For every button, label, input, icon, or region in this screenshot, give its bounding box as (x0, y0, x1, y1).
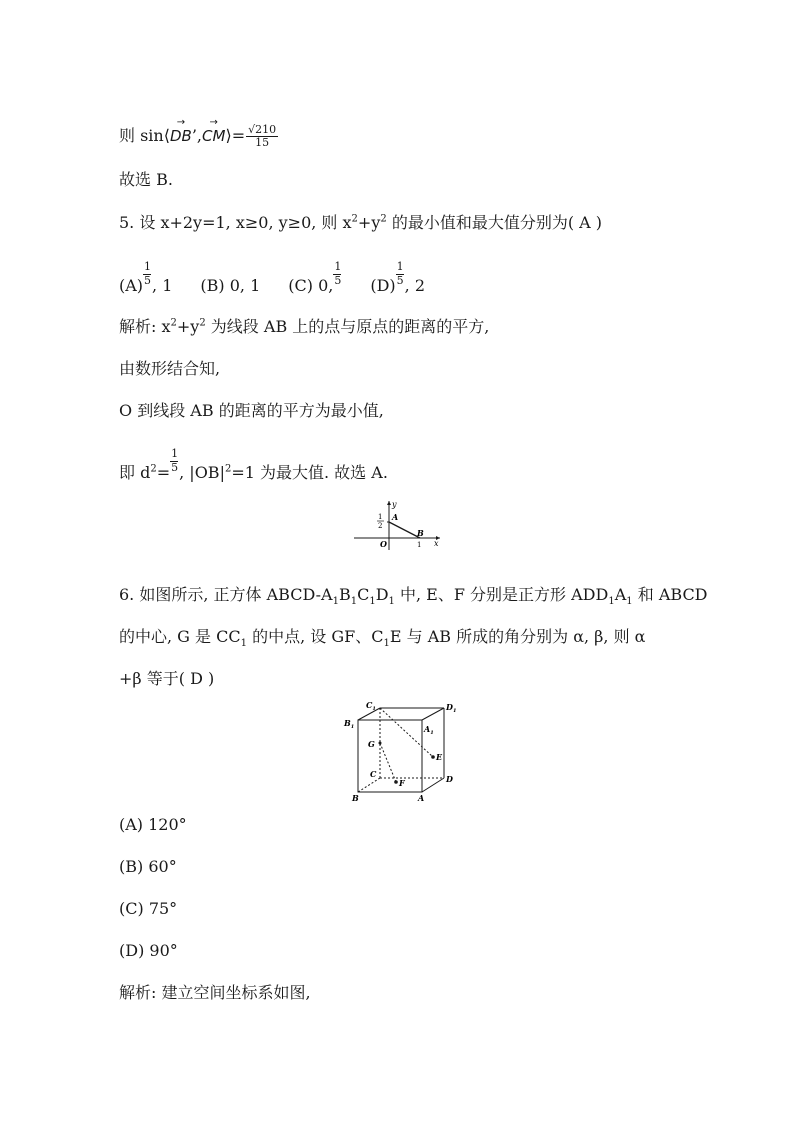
q5-option-b: (B) 0, 1 (200, 276, 261, 295)
cube-figure (340, 700, 460, 808)
q6-solution: 解析: 建立空间坐标系如图, (119, 983, 311, 1002)
label-f: F (399, 778, 405, 788)
label-one: 1 (417, 541, 422, 549)
fraction-sqrt210-15: $\frac{√210}{15}$ (248, 123, 277, 149)
label-b: B (352, 793, 359, 803)
label-e: E (436, 752, 443, 762)
q6-stem-1: 6. 如图所示, 正方体 ABCD-$A_1B_1C_1D_1$ 中, E、F 分别是正方形 $ADD_1A_1$ 和 ABCD (119, 585, 708, 608)
coordinate-figure (352, 496, 444, 552)
label-g: G (368, 739, 375, 749)
q6-stem-3: +β 等于( D ) (119, 669, 215, 688)
vector-cm: → CM (202, 117, 226, 145)
label-d: D (446, 774, 453, 784)
segment-gf (380, 743, 396, 782)
q6-stem-2: 的中心, G 是 $CC_1$ 的中点, 设 GF、$C_1E$ 与 AB 所成的角分别为 α, β, 则 α (119, 627, 646, 650)
answer-line-b: 故选 B. (119, 170, 173, 189)
label-y: y (392, 500, 397, 509)
q5-option-d: (D) $\frac{1}{5}$ , 2 (370, 260, 426, 295)
point-f (394, 780, 398, 784)
q5-solution-2: 由数形结合知, (119, 359, 221, 378)
q5-option-a: (A) $\frac{1}{5}$ , 1 (119, 260, 173, 295)
vector-db: → DB (169, 117, 192, 145)
label-o: O (380, 539, 387, 549)
q5-solution-3: O 到线段 AB 的距离的平方为最小值, (119, 401, 384, 420)
y-axis-arrow (387, 501, 391, 505)
q5-options (119, 260, 426, 297)
label-d1: $D_1$ (446, 702, 457, 714)
q5-solution-4: 即 $d^2=$ $\frac{1}{5}$ , $|OB|^2=1$ 为最大值. 故选 A. (119, 447, 388, 482)
point-e (431, 755, 435, 759)
label-c: C (370, 769, 377, 779)
q6-option-b: (B) 60° (119, 857, 177, 876)
label-a1: $A_1$ (424, 724, 434, 736)
label-half-num: 1 (378, 513, 383, 521)
segment-ab (389, 522, 420, 538)
answer-sin-line: 则 sin⟨ → DB’, → CM⟩= $\frac{√210}{15}$ (119, 117, 277, 149)
cube-front-face (358, 720, 422, 792)
q5-stem: 5. 设 x+2y=1, x≥0, y≥0, 则 $x^2+y^2$ 的最小值和最大值分别为( A ) (119, 213, 603, 232)
q6-option-c: (C) 75° (119, 899, 178, 918)
q6-option-a: (A) 120° (119, 815, 187, 834)
point-g (379, 742, 382, 745)
label-b1: $B_1$ (344, 718, 355, 730)
label-b: B (417, 528, 424, 538)
label-x: x (434, 539, 439, 548)
q6-option-d: (D) 90° (119, 941, 178, 960)
q5-solution-1: 解析: $x^2+y^2$ 为线段 AB 上的点与原点的距离的平方, (119, 317, 490, 336)
label-a: A (418, 793, 425, 803)
label-half-den: 2 (378, 522, 383, 530)
label-a: A (392, 512, 399, 522)
label-c1: $C_1$ (366, 700, 376, 712)
q5-option-c: (C) 0, $\frac{1}{5}$ (288, 260, 342, 295)
